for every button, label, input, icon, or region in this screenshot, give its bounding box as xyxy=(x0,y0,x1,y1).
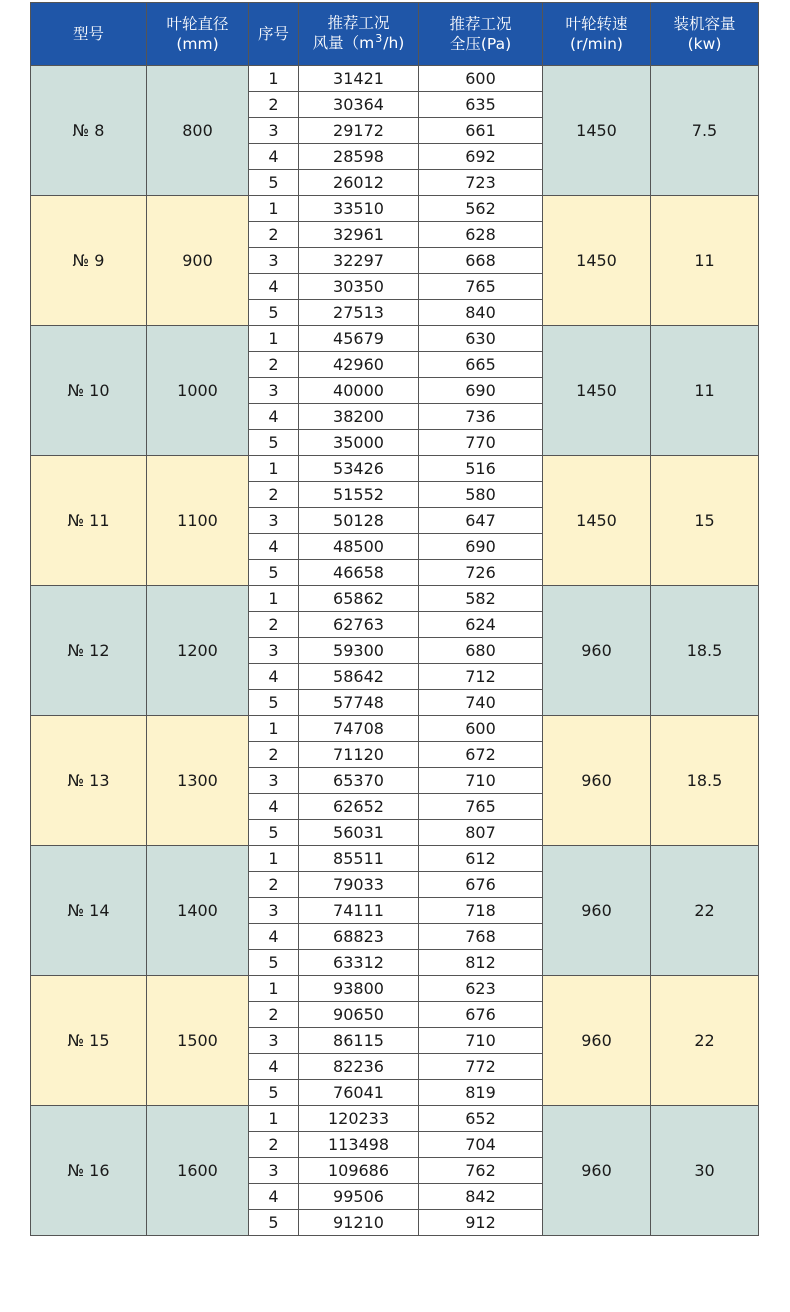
seq-cell: 5 xyxy=(249,300,299,326)
diameter-cell: 1100 xyxy=(147,456,249,586)
header-seq: 序号 xyxy=(249,3,299,66)
model-cell: № 15 xyxy=(31,976,147,1106)
power-cell: 30 xyxy=(651,1106,759,1236)
header-diameter: 叶轮直径 (mm) xyxy=(147,3,249,66)
seq-cell: 3 xyxy=(249,508,299,534)
table-row xyxy=(31,1106,759,1132)
speed-cell: 1450 xyxy=(543,196,651,326)
pressure-cell: 819 xyxy=(419,1080,543,1106)
airflow-cell: 76041 xyxy=(299,1080,419,1106)
airflow-cell: 32961 xyxy=(299,222,419,248)
power-cell: 15 xyxy=(651,456,759,586)
table-row xyxy=(31,846,759,872)
speed-cell: 960 xyxy=(543,846,651,976)
airflow-cell: 65370 xyxy=(299,768,419,794)
pressure-cell: 710 xyxy=(419,1028,543,1054)
speed-cell: 1450 xyxy=(543,66,651,196)
speed-cell: 960 xyxy=(543,976,651,1106)
seq-cell: 2 xyxy=(249,222,299,248)
pressure-cell: 710 xyxy=(419,768,543,794)
airflow-cell: 63312 xyxy=(299,950,419,976)
pressure-cell: 807 xyxy=(419,820,543,846)
airflow-cell: 91210 xyxy=(299,1210,419,1236)
pressure-cell: 690 xyxy=(419,534,543,560)
airflow-cell: 65862 xyxy=(299,586,419,612)
seq-cell: 4 xyxy=(249,924,299,950)
pressure-cell: 726 xyxy=(419,560,543,586)
pressure-cell: 612 xyxy=(419,846,543,872)
seq-cell: 3 xyxy=(249,118,299,144)
pressure-cell: 772 xyxy=(419,1054,543,1080)
airflow-cell: 99506 xyxy=(299,1184,419,1210)
model-cell: № 8 xyxy=(31,66,147,196)
airflow-cell: 28598 xyxy=(299,144,419,170)
pressure-cell: 690 xyxy=(419,378,543,404)
pressure-cell: 736 xyxy=(419,404,543,430)
seq-cell: 2 xyxy=(249,352,299,378)
speed-cell: 1450 xyxy=(543,326,651,456)
airflow-cell: 79033 xyxy=(299,872,419,898)
model-cell: № 10 xyxy=(31,326,147,456)
seq-cell: 4 xyxy=(249,534,299,560)
seq-cell: 3 xyxy=(249,1158,299,1184)
header-power: 装机容量 (kw) xyxy=(651,3,759,66)
pressure-cell: 770 xyxy=(419,430,543,456)
seq-cell: 3 xyxy=(249,768,299,794)
airflow-cell: 26012 xyxy=(299,170,419,196)
seq-cell: 5 xyxy=(249,430,299,456)
model-cell: № 14 xyxy=(31,846,147,976)
pressure-cell: 762 xyxy=(419,1158,543,1184)
pressure-cell: 624 xyxy=(419,612,543,638)
airflow-cell: 113498 xyxy=(299,1132,419,1158)
seq-cell: 2 xyxy=(249,612,299,638)
diameter-cell: 1300 xyxy=(147,716,249,846)
seq-cell: 5 xyxy=(249,170,299,196)
seq-cell: 1 xyxy=(249,1106,299,1132)
seq-cell: 1 xyxy=(249,716,299,742)
airflow-cell: 30364 xyxy=(299,92,419,118)
airflow-cell: 31421 xyxy=(299,66,419,92)
airflow-cell: 30350 xyxy=(299,274,419,300)
diameter-cell: 1200 xyxy=(147,586,249,716)
header-airflow: 推荐工况 风量$(m^3/h)$ xyxy=(299,3,419,66)
airflow-cell: 58642 xyxy=(299,664,419,690)
seq-cell: 5 xyxy=(249,1080,299,1106)
diameter-cell: 900 xyxy=(147,196,249,326)
airflow-cell: 51552 xyxy=(299,482,419,508)
airflow-cell: 59300 xyxy=(299,638,419,664)
model-cell: № 11 xyxy=(31,456,147,586)
power-cell: 18.5 xyxy=(651,586,759,716)
fan-spec-table xyxy=(30,2,759,1236)
model-cell: № 12 xyxy=(31,586,147,716)
airflow-cell: 27513 xyxy=(299,300,419,326)
pressure-cell: 718 xyxy=(419,898,543,924)
pressure-cell: 562 xyxy=(419,196,543,222)
pressure-cell: 692 xyxy=(419,144,543,170)
seq-cell: 1 xyxy=(249,326,299,352)
seq-cell: 3 xyxy=(249,378,299,404)
pressure-cell: 652 xyxy=(419,1106,543,1132)
seq-cell: 2 xyxy=(249,872,299,898)
diameter-cell: 800 xyxy=(147,66,249,196)
airflow-cell: 56031 xyxy=(299,820,419,846)
pressure-cell: 668 xyxy=(419,248,543,274)
seq-cell: 1 xyxy=(249,66,299,92)
airflow-cell: 33510 xyxy=(299,196,419,222)
power-cell: 11 xyxy=(651,326,759,456)
pressure-cell: 516 xyxy=(419,456,543,482)
seq-cell: 5 xyxy=(249,820,299,846)
seq-cell: 2 xyxy=(249,1132,299,1158)
speed-cell: 960 xyxy=(543,716,651,846)
airflow-cell: 50128 xyxy=(299,508,419,534)
header-speed: 叶轮转速 (r/min) xyxy=(543,3,651,66)
airflow-cell: 40000 xyxy=(299,378,419,404)
seq-cell: 1 xyxy=(249,976,299,1002)
airflow-cell: 85511 xyxy=(299,846,419,872)
airflow-cell: 35000 xyxy=(299,430,419,456)
airflow-cell: 29172 xyxy=(299,118,419,144)
power-cell: 11 xyxy=(651,196,759,326)
seq-cell: 4 xyxy=(249,1184,299,1210)
diameter-cell: 1400 xyxy=(147,846,249,976)
power-cell: 18.5 xyxy=(651,716,759,846)
airflow-cell: 71120 xyxy=(299,742,419,768)
airflow-cell: 53426 xyxy=(299,456,419,482)
airflow-cell: 93800 xyxy=(299,976,419,1002)
airflow-cell: 42960 xyxy=(299,352,419,378)
pressure-cell: 712 xyxy=(419,664,543,690)
airflow-cell: 62652 xyxy=(299,794,419,820)
power-cell: 22 xyxy=(651,846,759,976)
pressure-cell: 623 xyxy=(419,976,543,1002)
seq-cell: 5 xyxy=(249,690,299,716)
pressure-cell: 842 xyxy=(419,1184,543,1210)
pressure-cell: 661 xyxy=(419,118,543,144)
pressure-cell: 635 xyxy=(419,92,543,118)
pressure-cell: 630 xyxy=(419,326,543,352)
pressure-cell: 768 xyxy=(419,924,543,950)
pressure-cell: 704 xyxy=(419,1132,543,1158)
seq-cell: 5 xyxy=(249,950,299,976)
airflow-cell: 62763 xyxy=(299,612,419,638)
seq-cell: 3 xyxy=(249,898,299,924)
airflow-cell: 57748 xyxy=(299,690,419,716)
table-row xyxy=(31,326,759,352)
pressure-cell: 647 xyxy=(419,508,543,534)
seq-cell: 2 xyxy=(249,482,299,508)
diameter-cell: 1000 xyxy=(147,326,249,456)
pressure-cell: 600 xyxy=(419,66,543,92)
airflow-cell: 46658 xyxy=(299,560,419,586)
seq-cell: 2 xyxy=(249,1002,299,1028)
pressure-cell: 600 xyxy=(419,716,543,742)
pressure-cell: 582 xyxy=(419,586,543,612)
table-row xyxy=(31,716,759,742)
seq-cell: 4 xyxy=(249,664,299,690)
table-row xyxy=(31,976,759,1002)
table-row xyxy=(31,66,759,92)
airflow-cell: 32297 xyxy=(299,248,419,274)
header-model: 型号 xyxy=(31,3,147,66)
table-body xyxy=(31,66,759,1236)
airflow-cell: 86115 xyxy=(299,1028,419,1054)
model-cell: № 9 xyxy=(31,196,147,326)
speed-cell: 960 xyxy=(543,1106,651,1236)
power-cell: 7.5 xyxy=(651,66,759,196)
seq-cell: 3 xyxy=(249,248,299,274)
pressure-cell: 723 xyxy=(419,170,543,196)
seq-cell: 4 xyxy=(249,404,299,430)
pressure-cell: 812 xyxy=(419,950,543,976)
pressure-cell: 840 xyxy=(419,300,543,326)
seq-cell: 2 xyxy=(249,742,299,768)
table-row xyxy=(31,586,759,612)
seq-cell: 1 xyxy=(249,586,299,612)
pressure-cell: 912 xyxy=(419,1210,543,1236)
pressure-cell: 665 xyxy=(419,352,543,378)
seq-cell: 4 xyxy=(249,144,299,170)
table-row xyxy=(31,196,759,222)
pressure-cell: 676 xyxy=(419,872,543,898)
diameter-cell: 1500 xyxy=(147,976,249,1106)
pressure-cell: 676 xyxy=(419,1002,543,1028)
seq-cell: 5 xyxy=(249,560,299,586)
seq-cell: 1 xyxy=(249,846,299,872)
airflow-cell: 120233 xyxy=(299,1106,419,1132)
airflow-cell: 74708 xyxy=(299,716,419,742)
airflow-cell: 74111 xyxy=(299,898,419,924)
pressure-cell: 765 xyxy=(419,794,543,820)
airflow-cell: 48500 xyxy=(299,534,419,560)
seq-cell: 1 xyxy=(249,196,299,222)
table-row xyxy=(31,456,759,482)
pressure-cell: 628 xyxy=(419,222,543,248)
seq-cell: 3 xyxy=(249,638,299,664)
seq-cell: 3 xyxy=(249,1028,299,1054)
pressure-cell: 765 xyxy=(419,274,543,300)
speed-cell: 1450 xyxy=(543,456,651,586)
airflow-cell: 109686 xyxy=(299,1158,419,1184)
airflow-cell: 82236 xyxy=(299,1054,419,1080)
header-pressure: 推荐工况 全压(Pa) xyxy=(419,3,543,66)
seq-cell: 4 xyxy=(249,794,299,820)
model-cell: № 16 xyxy=(31,1106,147,1236)
model-cell: № 13 xyxy=(31,716,147,846)
pressure-cell: 740 xyxy=(419,690,543,716)
seq-cell: 2 xyxy=(249,92,299,118)
airflow-cell: 90650 xyxy=(299,1002,419,1028)
diameter-cell: 1600 xyxy=(147,1106,249,1236)
airflow-cell: 38200 xyxy=(299,404,419,430)
seq-cell: 4 xyxy=(249,274,299,300)
seq-cell: 4 xyxy=(249,1054,299,1080)
speed-cell: 960 xyxy=(543,586,651,716)
pressure-cell: 672 xyxy=(419,742,543,768)
pressure-cell: 680 xyxy=(419,638,543,664)
airflow-cell: 45679 xyxy=(299,326,419,352)
airflow-cell: 68823 xyxy=(299,924,419,950)
seq-cell: 1 xyxy=(249,456,299,482)
power-cell: 22 xyxy=(651,976,759,1106)
pressure-cell: 580 xyxy=(419,482,543,508)
header-row xyxy=(31,3,759,66)
seq-cell: 5 xyxy=(249,1210,299,1236)
